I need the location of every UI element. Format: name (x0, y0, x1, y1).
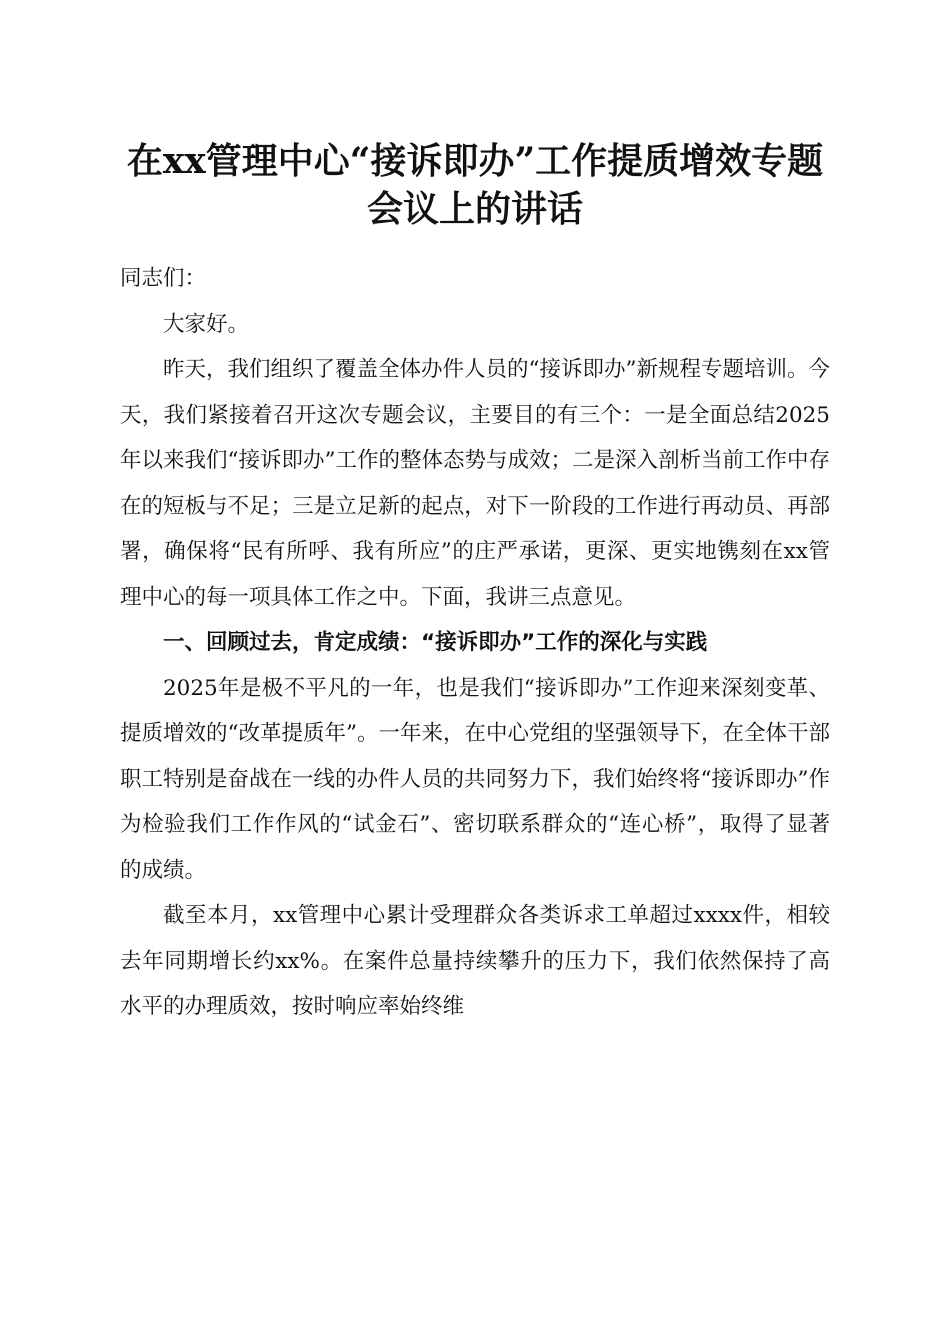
document-body (120, 256, 830, 1030)
greeting-paragraph: 大家好。 (163, 311, 250, 337)
section-paragraph: 截至本月，xx管理中心累计受理群众各类诉求工单超过xxxx件，相较去年同期增长约xx%。在案件总量持续攀升的压力下，我们依然保持了高水平的办理质效，按时响应率始终维 (120, 903, 830, 1019)
intro-paragraph: 昨天，我们组织了覆盖全体办件人员的“接诉即办”新规程专题培训。今天，我们紧接着召开这次专题会议，主要目的有三个：一是全面总结2025年以来我们“接诉即办”工作的整体态势与成效；二是深入剖析当前工作中存在的短板与不足；三是立足新的起点，对下一阶段的工作进行再动员、再部署，确保将“民有所呼、我有所应”的庄严承诺，更深、更实地镌刻在xx管理中心的每一项具体工作之中。下面，我讲三点意见。 (120, 357, 830, 610)
section-heading: 一、回顾过去，肯定成绩：“接诉即办”工作的深化与实践 (163, 630, 708, 655)
salutation: 同志们： (120, 266, 207, 291)
document-title: 在xx管理中心“接诉即办”工作提质增效专题会议上的讲话 (126, 140, 824, 230)
section-paragraph: 2025年是极不平凡的一年，也是我们“接诉即办”工作迎来深刻变革、提质增效的“改革提质年”。一年来，在中心党组的坚强领导下，在全体干部职工特别是奋战在一线的办件人员的共同努力下，我们始终将“接诉即办”作为检验我们工作作风的“试金石”、密切联系群众的“连心桥”，取得了显著的成绩。 (120, 675, 830, 883)
